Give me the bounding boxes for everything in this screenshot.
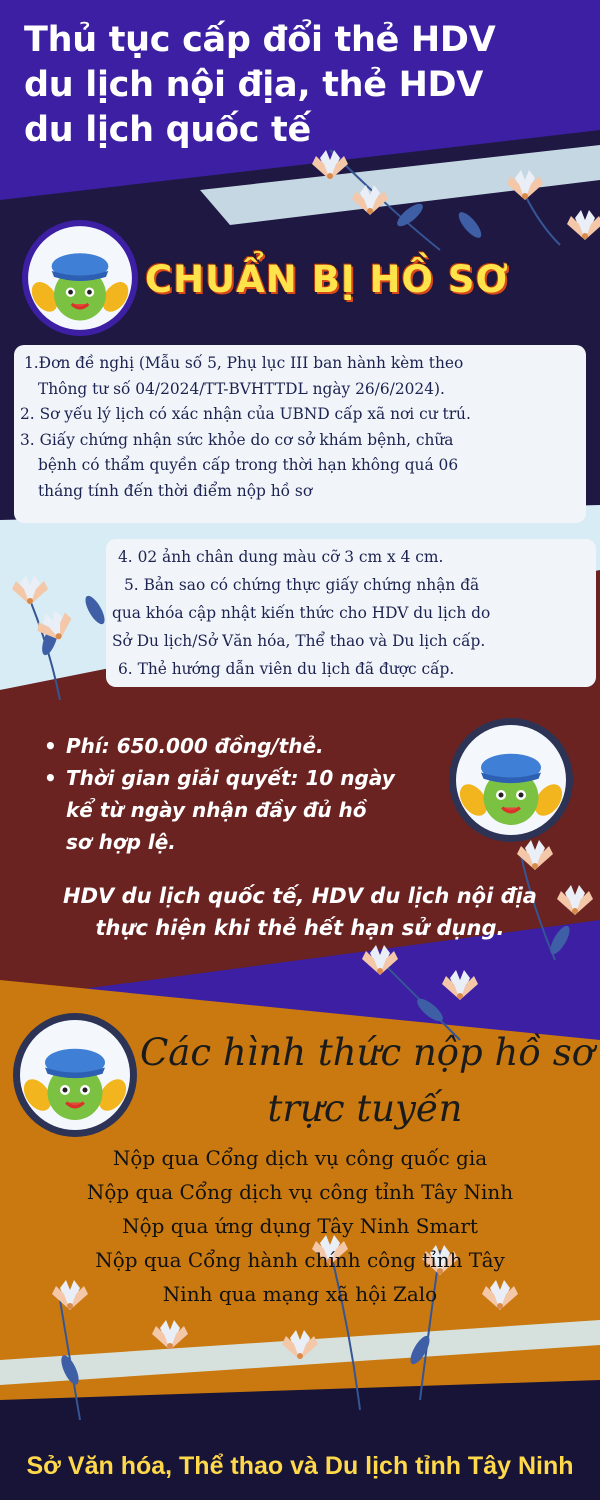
requirement-line: bệnh có thẩm quyền cấp trong thời hạn không quá 06	[38, 456, 459, 474]
page-title	[24, 18, 564, 153]
list-item: Nộp qua Cổng dịch vụ công quốc gia	[112, 1146, 488, 1170]
requirement-line: 2. Sơ yếu lý lịch có xác nhận của UBND cấp xã nơi cư trú.	[20, 405, 471, 423]
processing-time-line: sơ hợp lệ.	[66, 830, 176, 854]
online-submission-list	[0, 1141, 600, 1311]
online-submission-heading	[140, 1025, 594, 1137]
processing-time-line: kể từ ngày nhận đầy đủ hồ	[66, 798, 367, 822]
heading-line: Các hình thức nộp hồ sơ	[140, 1031, 594, 1074]
requirements-card-2	[106, 539, 596, 687]
requirements-card-1	[14, 345, 586, 523]
list-item: Nộp qua ứng dụng Tây Ninh Smart	[122, 1214, 478, 1238]
fee-list	[44, 730, 444, 858]
requirement-line: 4. 02 ảnh chân dung màu cỡ 3 cm x 4 cm.	[118, 548, 444, 566]
note-line: thực hiện khi thẻ hết hạn sử dụng.	[95, 916, 505, 940]
requirement-line: Thông tư số 04/2024/TT-BVHTTDL ngày 26/6/2024).	[38, 379, 445, 398]
list-item: Ninh qua mạng xã hội Zalo	[162, 1282, 438, 1306]
note-line: HDV du lịch quốc tế, HDV du lịch nội địa	[63, 884, 537, 908]
list-item: Nộp qua Cổng hành chính công tỉnh Tây	[95, 1248, 505, 1272]
processing-time-item	[44, 762, 444, 858]
requirement-line: 1.Đơn đề nghị (Mẫu số 5, Phụ lục III ban hành kèm theo	[24, 354, 464, 372]
requirement-line: 3. Giấy chứng nhận sức khỏe do cơ sở khám bệnh, chữa	[20, 430, 454, 449]
requirement-line: tháng tính đến thời điểm nộp hồ sơ	[38, 481, 313, 500]
fee-item	[44, 730, 444, 762]
footer-organization: Sở Văn hóa, Thể thao và Du lịch tỉnh Tây Ninh	[26, 1452, 574, 1480]
requirement-line: qua khóa cập nhật kiến thức cho HDV du lịch do	[112, 604, 491, 622]
requirement-line: 6. Thẻ hướng dẫn viên du lịch đã được cấp.	[118, 660, 455, 678]
title-line: Thủ tục cấp đổi thẻ HDV	[24, 20, 496, 60]
requirement-line: 5. Bản sao có chứng thực giấy chứng nhận đã	[124, 576, 480, 594]
processing-time-line: • Thời gian giải quyết: 10 ngày	[66, 766, 395, 790]
heading-line: trực tuyến	[267, 1087, 463, 1130]
title-line: du lịch nội địa, thẻ HDV	[24, 65, 484, 105]
requirement-line: Sở Du lịch/Sở Văn hóa, Thể thao và Du lịch cấp.	[112, 632, 486, 650]
preparation-heading: CHUẨN BỊ HỒ SƠ	[145, 258, 509, 301]
title-line: du lịch quốc tế	[24, 110, 311, 150]
list-item: Nộp qua Cổng dịch vụ công tỉnh Tây Ninh	[86, 1180, 514, 1204]
renewal-note	[20, 880, 580, 944]
fee-text: Phí: 650.000 đồng/thẻ.	[66, 734, 324, 758]
